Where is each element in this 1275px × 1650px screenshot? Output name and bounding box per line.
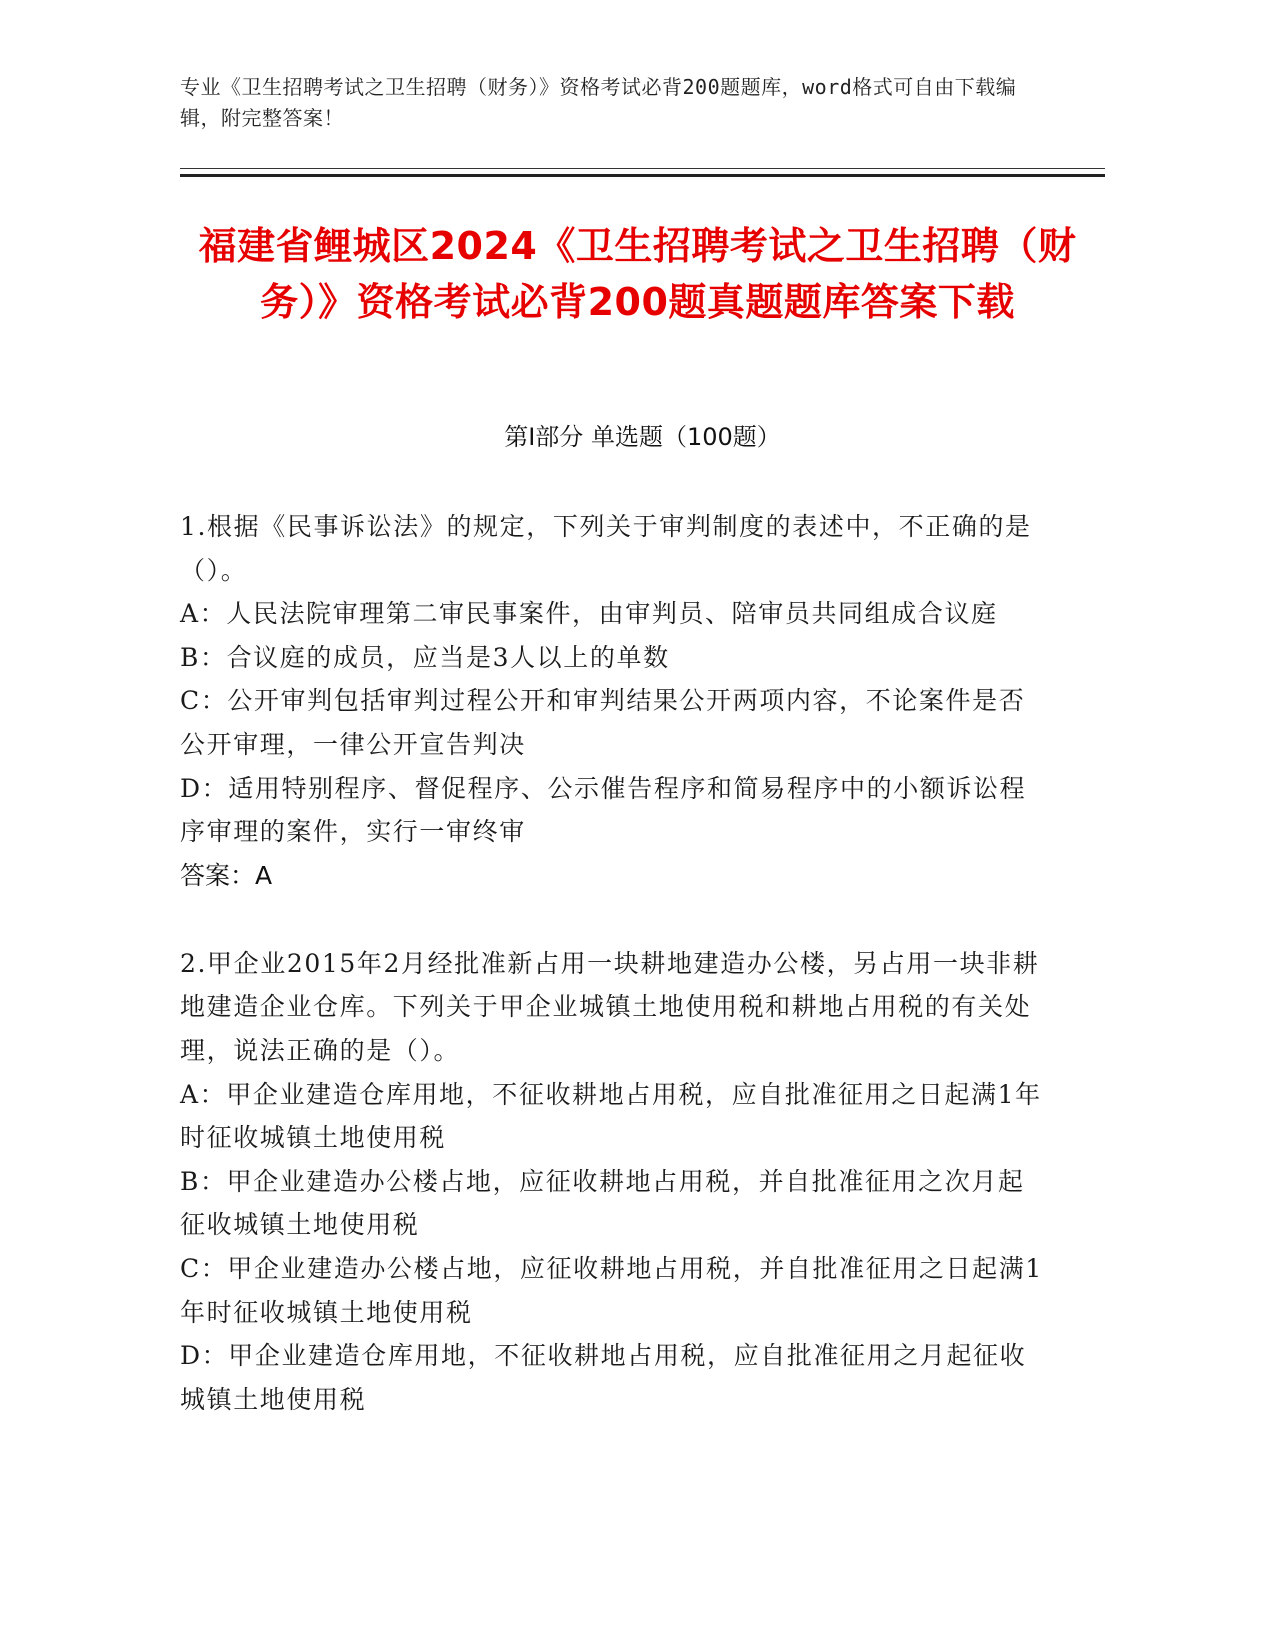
question-2 xyxy=(180,942,1050,1422)
header-note: 专业《卫生招聘考试之卫生招聘（财务）》资格考试必背200题题库，word格式可自由下载编辑，附完整答案！ xyxy=(180,75,1017,130)
option-d: D：适用特别程序、督促程序、公示催告程序和简易程序中的小额诉讼程序审理的案件，实行一审终审 xyxy=(180,773,1027,847)
option-d: D：甲企业建造仓库用地，不征收耕地占用税，应自批准征用之月起征收城镇土地使用税 xyxy=(180,1341,1027,1414)
question-stem: 1.根据《民事诉讼法》的规定，下列关于审判制度的表述中，不正确的是（）。 xyxy=(180,512,1032,585)
question-1 xyxy=(180,505,1050,898)
option-b: B：合议庭的成员，应当是3人以上的单数 xyxy=(180,642,670,672)
option-c: C：甲企业建造办公楼占地，应征收耕地占用税，并自批准征用之日起满1年时征收城镇土地使用税 xyxy=(180,1253,1043,1327)
question-list xyxy=(180,505,1050,1421)
header-divider-thin xyxy=(180,168,1105,169)
section-title: 第Ⅰ部分 单选题（100题） xyxy=(504,423,781,451)
option-c: C：公开审判包括审判过程公开和审判结果公开两项内容，不论案件是否公开审理，一律公开宣告判决 xyxy=(180,686,1026,759)
answer-line: 答案：A xyxy=(180,860,273,890)
option-b: B：甲企业建造办公楼占地，应征收耕地占用税，并自批准征用之次月起征收城镇土地使用税 xyxy=(180,1166,1025,1240)
option-a: A：人民法院审理第二审民事案件，由审判员、陪审员共同组成合议庭 xyxy=(180,599,998,629)
question-stem: 2.甲企业2015年2月经批准新占用一块耕地建造办公楼，另占用一块非耕地建造企业仓库。下列关于甲企业城镇土地使用税和耕地占用税的有关处理，说法正确的是（）。 xyxy=(180,948,1040,1065)
document-title: 福建省鲤城区2024《卫生招聘考试之卫生招聘（财务）》资格考试必背200题真题题库答案下载 xyxy=(198,224,1077,324)
option-a: A：甲企业建造仓库用地，不征收耕地占用税，应自批准征用之日起满1年时征收城镇土地使用税 xyxy=(180,1079,1042,1153)
header-divider-thick xyxy=(180,174,1105,177)
